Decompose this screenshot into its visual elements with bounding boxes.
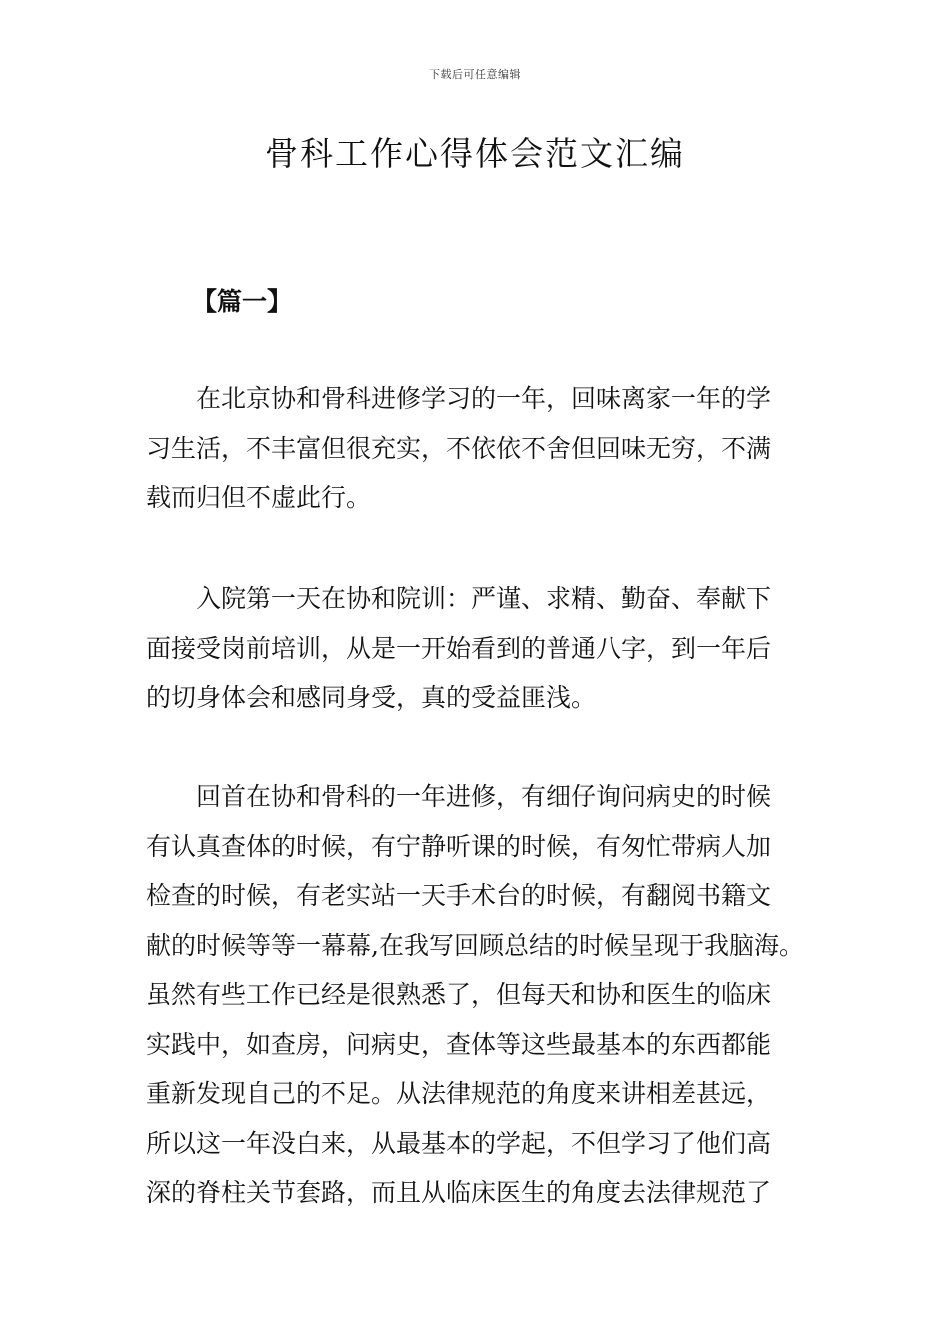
paragraph-2	[146, 574, 816, 723]
header-note: 下载后可任意编辑	[429, 68, 521, 81]
paragraph-line: 回首在协和骨科的一年进修，有细仔询问病史的时候	[196, 782, 772, 811]
paragraph-line: 面接受岗前培训，从是一开始看到的普通八字，到一年后	[146, 633, 772, 663]
paragraph-1	[146, 374, 816, 523]
paragraph-line: 载而归但不虚此行。	[146, 483, 372, 512]
paragraph-line: 有认真查体的时候，有宁静听课的时候，有匆忙带病人加	[146, 831, 772, 861]
paragraph-line: 实践中，如查房，问病史，查体等这些最基本的东西都能	[146, 1029, 772, 1059]
paragraph-line: 重新发现自己的不足。从法律规范的角度来讲相差甚远，	[146, 1079, 772, 1108]
paragraph-line: 献的时候等等一幕幕,在我写回顾总结的时候呈现于我脑海。	[146, 930, 804, 960]
paragraph-line: 所以这一年没白来，从最基本的学起，不但学习了他们高	[146, 1128, 772, 1158]
section-heading: 【篇一】	[192, 287, 293, 316]
paragraph-line: 习生活，不丰富但很充实，不依依不舍但回味无穷，不满	[146, 433, 772, 463]
paragraph-line: 虽然有些工作已经是很熟悉了，但每天和协和医生的临床	[146, 980, 772, 1009]
paragraph-line: 入院第一天在协和院训：严谨、求精、勤奋、奉献下	[196, 584, 772, 613]
paragraph-line: 的切身体会和感同身受，真的受益匪浅。	[146, 683, 597, 712]
paragraph-3	[146, 772, 816, 1218]
paragraph-line: 在北京协和骨科进修学习的一年，回味离家一年的学	[196, 384, 772, 413]
document-title: 骨科工作心得体会范文汇编	[265, 134, 685, 173]
paragraph-line: 深的脊柱关节套路，而且从临床医生的角度去法律规范了	[146, 1178, 772, 1207]
paragraph-line: 检查的时候，有老实站一天手术台的时候，有翻阅书籍文	[146, 881, 772, 910]
